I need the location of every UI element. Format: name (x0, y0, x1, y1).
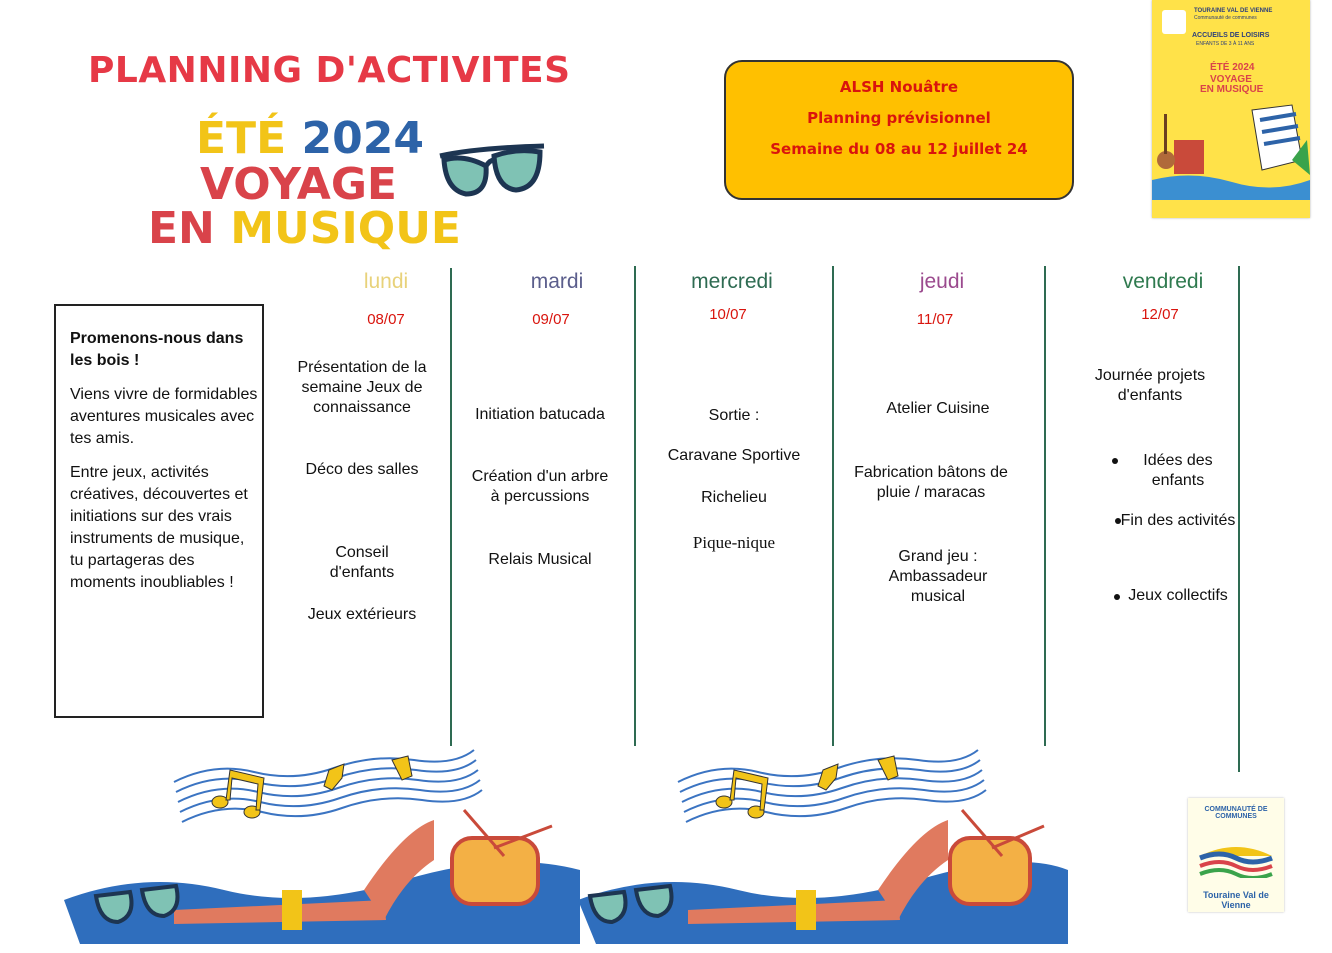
poster-illustration (1152, 100, 1310, 200)
page-title: PLANNING D'ACTIVITES (88, 50, 571, 91)
date-mardi: 09/07 (532, 311, 570, 328)
poster-brand-2: VOYAGE (1210, 74, 1252, 85)
activity-lundi-3: Conseil d'enfants (329, 544, 395, 581)
brand-line-1 (196, 113, 424, 164)
date-vendredi: 12/07 (1141, 306, 1179, 323)
poster-subheading: ENFANTS DE 3 À 11 ANS (1196, 41, 1255, 47)
activity-lundi-2: Déco des salles (305, 461, 419, 478)
logo-bottom-text: Touraine Val de Vienne (1203, 890, 1269, 910)
poster-heading: ACCUEILS DE LOISIRS (1192, 32, 1270, 39)
activity-mercredi-4: Pique-nique (692, 533, 776, 552)
poster-logo (1162, 10, 1186, 34)
activity-vendredi-bullet-3: Jeux collectifs (1128, 587, 1228, 604)
column-divider (1238, 266, 1240, 772)
activity-vendredi-bullet-1: Idées des enfants (1143, 452, 1213, 489)
poster-brand-3: EN MUSIQUE (1200, 84, 1264, 95)
activity-jeudi-3: Grand jeu : Ambassadeur musical (888, 548, 988, 605)
brand-en: EN (148, 203, 215, 254)
brand-line-3 (148, 203, 461, 254)
intro-heading: Promenons-nous dans les bois ! (70, 330, 244, 369)
day-lundi: lundi (363, 270, 409, 293)
poster-thumbnail (1152, 0, 1310, 218)
logo-top-text: COMMUNAUTÉ DE COMMUNES (1204, 806, 1268, 820)
activity-jeudi-1: Atelier Cuisine (886, 400, 990, 417)
activity-mercredi-2: Caravane Sportive (667, 447, 801, 464)
date-lundi: 08/07 (367, 311, 405, 328)
brand-line-2: VOYAGE (200, 159, 397, 210)
activity-vendredi-1: Journée projets d'enfants (1094, 367, 1206, 404)
activity-jeudi-2: Fabrication bâtons de pluie / maracas (854, 464, 1008, 501)
poster-org-sub: Communauté de communes (1194, 15, 1257, 21)
sunglasses-icon (436, 142, 548, 218)
intro-para-1: Viens vivre de formidables aventures musicales avec tes amis. (70, 386, 258, 447)
logo-waves-icon (1196, 834, 1276, 878)
day-jeudi: jeudi (919, 270, 965, 293)
date-jeudi: 11/07 (916, 311, 954, 328)
activity-lundi-4: Jeux extérieurs (307, 606, 417, 623)
poster-org: TOURAINE VAL DE VIENNE (1194, 8, 1273, 14)
info-center: ALSH Nouâtre (839, 78, 959, 96)
column-divider (634, 266, 636, 746)
activity-mardi-2: Création d'un arbre à percussions (471, 468, 609, 505)
column-divider (832, 266, 834, 746)
activity-mardi-3: Relais Musical (488, 551, 592, 568)
activity-mardi-1: Initiation batucada (475, 406, 605, 423)
music-illustration (24, 740, 580, 944)
day-mardi: mardi (530, 270, 584, 293)
music-illustration (578, 740, 1068, 944)
poster-brand-1: ÉTÉ 2024 (1210, 62, 1255, 73)
activity-vendredi-bullet-2: Fin des activités (1120, 512, 1236, 529)
info-week: Semaine du 08 au 12 juillet 24 (770, 140, 1028, 158)
info-box (724, 60, 1074, 200)
day-vendredi: vendredi (1122, 270, 1204, 293)
column-divider (450, 268, 452, 746)
activity-mercredi-1: Sortie : (708, 407, 760, 424)
day-mercredi: mercredi (691, 270, 773, 293)
brand-musique: MUSIQUE (230, 203, 461, 254)
info-planning: Planning prévisionnel (807, 109, 991, 127)
activity-mercredi-3: Richelieu (701, 489, 767, 506)
brand-ete: ÉTÉ (196, 113, 287, 164)
community-logo (1188, 798, 1284, 912)
activity-lundi-1: Présentation de la semaine Jeux de connaissance (297, 359, 427, 416)
intro-para-2: Entre jeux, activités créatives, découvertes et initiations sur des vrais instruments de musique, tu partageras des moments inoubliables ! (70, 464, 248, 591)
brand-year: 2024 (301, 113, 424, 164)
column-divider (1044, 266, 1046, 746)
date-mercredi: 10/07 (709, 306, 747, 323)
intro-box (54, 304, 264, 718)
